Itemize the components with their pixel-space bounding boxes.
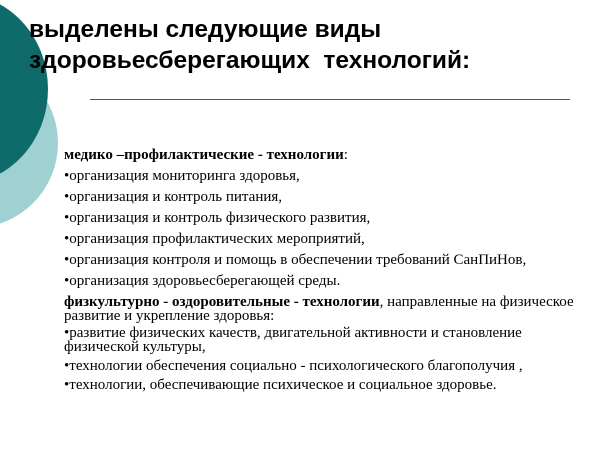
section-heading-medical xyxy=(64,146,584,164)
list-item: • технологии, обеспечивающие психическое и социальное здоровье. xyxy=(64,378,584,392)
section-heading-physical-title: физкультурно - оздоровительные - технологии xyxy=(64,294,380,310)
section-heading-physical xyxy=(64,295,584,323)
list-item: • организация и контроль физического развития, xyxy=(64,209,584,227)
list-item: • технологии обеспечения социально - психологического благополучия , xyxy=(64,359,584,373)
list-item: • организация контроля и помощь в обеспечении требований СанПиНов, xyxy=(64,251,584,269)
list-item: • организация здоровьесберегающей среды. xyxy=(64,272,584,290)
physical-technologies-list xyxy=(64,326,584,392)
section-heading-medical-suffix: : xyxy=(343,147,348,163)
title-divider xyxy=(90,99,570,100)
list-item: • организация мониторинга здоровья, xyxy=(64,167,584,185)
list-item: • организация профилактических мероприятий, xyxy=(64,230,584,248)
list-item: • развитие физических качеств, двигательной активности и становление физической культуры, xyxy=(64,326,584,354)
medical-technologies-list xyxy=(64,167,584,290)
slide-content xyxy=(64,146,584,397)
section-heading-physical-suffix: , направленные на физическое развитие и укрепление здоровья: xyxy=(64,294,574,324)
section-heading-medical-title: медико –профилактические - технологии xyxy=(64,147,344,163)
slide-title: выделены следующие виды здоровьесберегающих технологий: xyxy=(29,16,471,74)
list-item: • организация и контроль питания, xyxy=(64,188,584,206)
